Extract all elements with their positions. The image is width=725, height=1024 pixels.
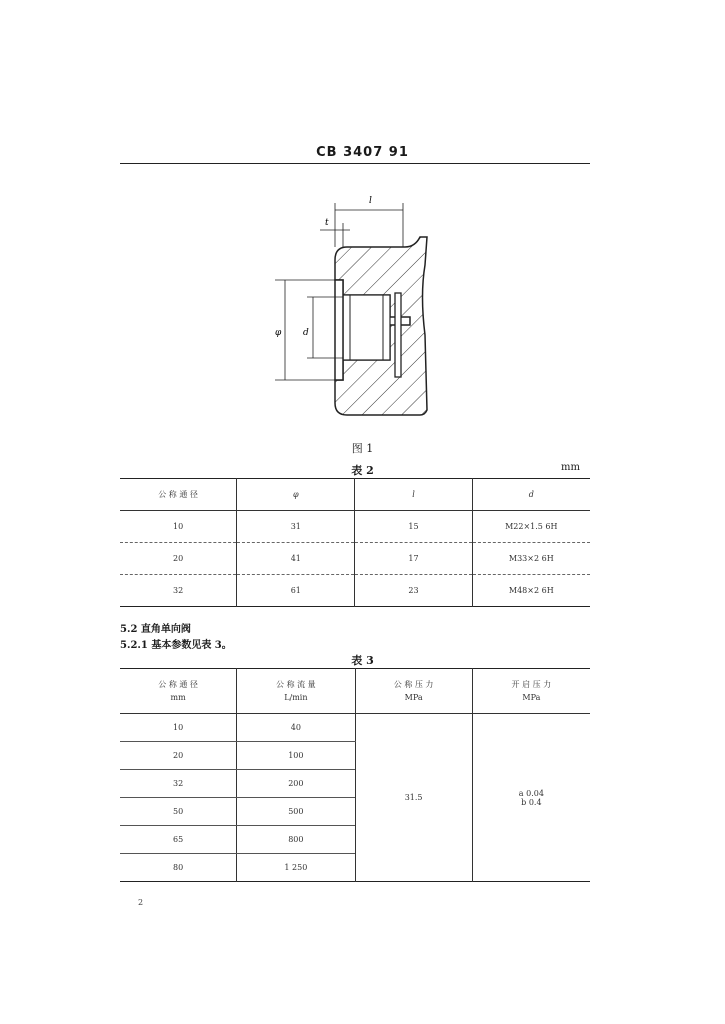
header-phi: φ <box>237 479 355 511</box>
header-d: d <box>472 479 590 511</box>
dim-d-label: d <box>303 328 309 338</box>
table3-caption: 表 3 <box>351 654 374 667</box>
cell: M33×2 6H <box>472 543 590 575</box>
dim-phi-label: φ <box>275 328 282 338</box>
page-number: 2 <box>138 898 144 907</box>
cell: 17 <box>355 543 472 575</box>
cell: 20 <box>120 543 237 575</box>
header-nominal-flow <box>237 669 355 714</box>
header-line2: mm <box>170 693 186 702</box>
header-line1: 公 称 流 量 <box>276 680 316 689</box>
table2-unit: mm <box>561 462 580 473</box>
header-line2: MPa <box>522 693 541 702</box>
dim-l-label: l <box>369 196 372 206</box>
header-line1: 开 启 压 力 <box>511 680 552 689</box>
cell-nominal-pressure: 31.5 <box>355 714 472 882</box>
standard-code: CB 3407 91 <box>316 145 409 160</box>
dim-t-label: t <box>325 218 329 228</box>
header-rule <box>120 163 590 164</box>
cell: 500 <box>237 798 355 826</box>
cell: 41 <box>237 543 355 575</box>
cell: 61 <box>237 575 355 607</box>
cell: 31 <box>237 511 355 543</box>
header-line2: L/min <box>284 693 308 702</box>
cell-opening-pressure <box>472 714 590 882</box>
cell: 80 <box>173 863 184 872</box>
cell: M22×1.5 6H <box>472 511 590 543</box>
opening-a: a 0.04 <box>518 788 544 798</box>
cell: 10 <box>120 714 237 742</box>
cell: 15 <box>355 511 472 543</box>
header-line1: 公 称 压 力 <box>393 680 434 689</box>
header-nominal-pressure <box>355 669 472 714</box>
cell: M48×2 6H <box>472 575 590 607</box>
table-2 <box>120 478 590 607</box>
table-header-row <box>120 479 590 511</box>
header-opening-pressure <box>472 669 590 714</box>
table-header-row <box>120 669 590 714</box>
cell: 20 <box>120 742 237 770</box>
table2-caption: 表 2 <box>351 464 374 477</box>
figure-caption: 图 1 <box>351 442 374 455</box>
section-5-2-heading: 5.2 直角单向阀 <box>120 624 191 635</box>
table-3 <box>120 668 590 882</box>
header-nominal-diameter <box>120 669 237 714</box>
figure-1-drawing <box>255 185 455 430</box>
section-5-2-1-text: 5.2.1 基本参数见表 3。 <box>120 640 232 651</box>
cell: 100 <box>237 742 355 770</box>
cell: 50 <box>120 798 237 826</box>
table-row <box>120 543 590 575</box>
cell: 32 <box>120 770 237 798</box>
table-row <box>120 575 590 607</box>
opening-b: b 0.4 <box>521 797 542 807</box>
table-row <box>120 714 590 742</box>
header-line2: MPa <box>404 693 423 702</box>
cell: 200 <box>237 770 355 798</box>
cell: 32 <box>173 586 184 595</box>
cell: 10 <box>120 511 237 543</box>
cell: 1 250 <box>237 854 355 882</box>
cell: 40 <box>237 714 355 742</box>
header-nominal-diameter: 公 称 通 径 <box>120 479 237 511</box>
cell: 65 <box>120 826 237 854</box>
cell: 23 <box>355 575 472 607</box>
cell: 800 <box>237 826 355 854</box>
header-line1: 公 称 通 径 <box>158 680 198 689</box>
table-row <box>120 511 590 543</box>
header-l: l <box>355 479 472 511</box>
